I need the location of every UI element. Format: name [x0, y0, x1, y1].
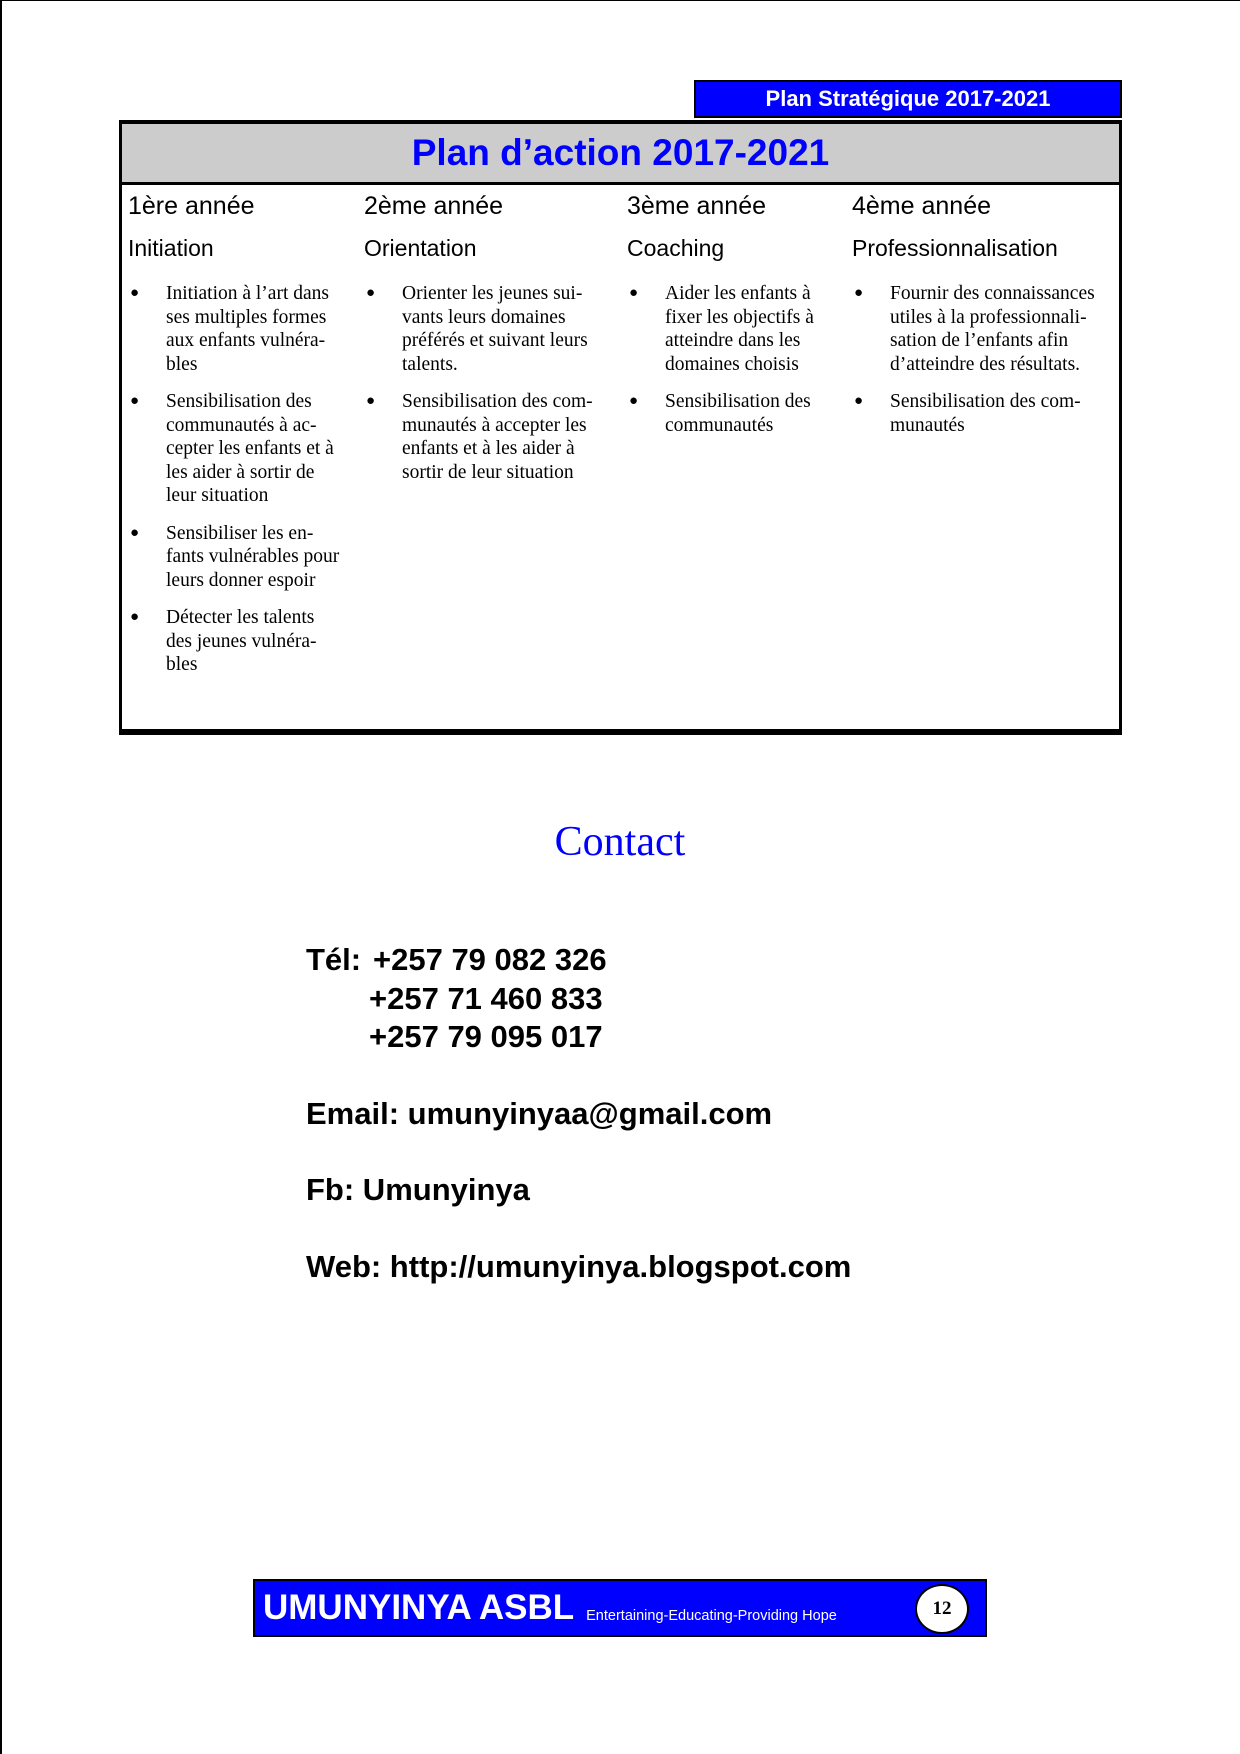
- plan-list-item: [128, 282, 356, 376]
- item-text-line: fants vulnérables pour: [166, 546, 340, 567]
- item-text-line: munautés à accepter les: [402, 414, 587, 436]
- item-text-line: aux enfants vulnéra-: [166, 330, 326, 351]
- column-items: [852, 282, 1118, 437]
- plan-column-year-1: [128, 186, 356, 691]
- item-text-line: Aider les enfants à: [665, 283, 811, 304]
- item-text-line: fixer les objectifs à: [665, 306, 814, 328]
- bullet-icon: ●: [854, 285, 864, 301]
- item-text-line: leur situation: [166, 485, 269, 506]
- bullet-icon: ●: [130, 285, 140, 301]
- column-phase: Professionnalisation: [852, 235, 1058, 261]
- column-phase: Initiation: [128, 235, 214, 261]
- plan-column-year-4: [852, 186, 1118, 451]
- header-tag: Plan Stratégique 2017-2021: [694, 80, 1122, 118]
- column-items: [627, 282, 847, 437]
- item-text-line: Sensibilisation des com-: [402, 391, 593, 412]
- item-text-line: Sensibilisation des: [166, 391, 312, 412]
- footer-bar: [253, 1579, 987, 1637]
- item-text-line: ses multiples formes: [166, 306, 327, 328]
- item-text-line: bles: [166, 654, 198, 675]
- item-text-line: Sensibilisation des com-: [890, 391, 1081, 412]
- bullet-icon: ●: [854, 393, 864, 409]
- footer-tagline: Entertaining-Educating-Providing Hope: [586, 1608, 837, 1624]
- plan-list-item: [128, 390, 356, 508]
- item-text-line: vants leurs domaines: [402, 306, 566, 328]
- item-text-line: Détecter les talents: [166, 607, 315, 628]
- column-year: 4ème année: [852, 192, 992, 220]
- plan-list-item: [364, 282, 604, 376]
- bullet-icon: ●: [629, 393, 639, 409]
- item-text-line: leurs donner espoir: [166, 569, 316, 591]
- footer-org-name: UMUNYINYA ASBL: [263, 1588, 575, 1627]
- bullet-icon: ●: [366, 393, 376, 409]
- plan-list-item: [852, 390, 1118, 437]
- page-edge-left: [0, 0, 2, 1754]
- item-text-line: communautés: [665, 414, 774, 436]
- column-year: 3ème année: [627, 192, 767, 220]
- item-text-line: communautés à ac-: [166, 414, 317, 436]
- page-edge-top: [0, 0, 1240, 1]
- plan-column-year-2: [364, 186, 604, 498]
- item-text-line: d’atteindre des résultats.: [890, 353, 1081, 375]
- item-text-line: les aider à sortir de: [166, 461, 315, 483]
- item-text-line: Orienter les jeunes sui-: [402, 283, 583, 304]
- column-items: [128, 282, 356, 677]
- column-items: [364, 282, 604, 484]
- tel-number-2: +257 71 460 833: [369, 981, 603, 1016]
- item-text-line: Initiation à l’art dans: [166, 283, 329, 304]
- plan-column-year-3: [627, 186, 847, 451]
- item-text-line: enfants et à les aider à: [402, 438, 575, 459]
- action-plan-table: [119, 120, 1122, 735]
- item-text-line: sation de l’enfants afin: [890, 330, 1069, 351]
- item-text-line: préférés et suivant leurs: [402, 330, 588, 351]
- column-phase: Orientation: [364, 235, 477, 261]
- column-phase: Coaching: [627, 235, 725, 261]
- item-text-line: domaines choisis: [665, 353, 799, 375]
- column-year: 1ère année: [128, 192, 255, 220]
- item-text-line: Sensibilisation des: [665, 391, 811, 412]
- item-text-line: utiles à la professionnali-: [890, 306, 1087, 328]
- plan-title: Plan d’action 2017-2021: [122, 124, 1119, 185]
- tel-label: Tél:: [306, 942, 362, 977]
- item-text-line: sortir de leur situation: [402, 461, 574, 483]
- plan-list-item: [627, 282, 847, 376]
- item-text-line: Fournir des connaissances: [890, 283, 1095, 304]
- bullet-icon: ●: [130, 524, 140, 541]
- item-text-line: atteindre dans les: [665, 330, 801, 351]
- item-text-line: munautés: [890, 414, 965, 436]
- tel-number-3: +257 79 095 017: [369, 1019, 603, 1054]
- page-number: 12: [915, 1584, 969, 1634]
- plan-list-item: [128, 606, 356, 677]
- web-line: Web: http://umunyinya.blogspot.com: [306, 1249, 852, 1284]
- bullet-icon: ●: [130, 393, 140, 409]
- bullet-icon: ●: [130, 609, 140, 625]
- item-text-line: talents.: [402, 353, 458, 375]
- plan-list-item: [364, 390, 604, 484]
- bullet-icon: ●: [366, 285, 376, 301]
- tel-number-1: +257 79 082 326: [373, 942, 607, 977]
- contact-title: Contact: [554, 819, 686, 865]
- item-text-line: Sensibiliser les en-: [166, 522, 314, 544]
- plan-list-item: [852, 282, 1118, 376]
- plan-list-item: [128, 522, 356, 593]
- bullet-icon: ●: [629, 285, 639, 301]
- column-year: 2ème année: [364, 192, 504, 220]
- item-text-line: cepter les enfants et à: [166, 438, 334, 459]
- item-text-line: des jeunes vulnéra-: [166, 630, 317, 652]
- item-text-line: bles: [166, 353, 198, 375]
- facebook-line: Fb: Umunyinya: [306, 1172, 530, 1207]
- email-line: Email: umunyinyaa@gmail.com: [306, 1096, 773, 1131]
- plan-list-item: [627, 390, 847, 437]
